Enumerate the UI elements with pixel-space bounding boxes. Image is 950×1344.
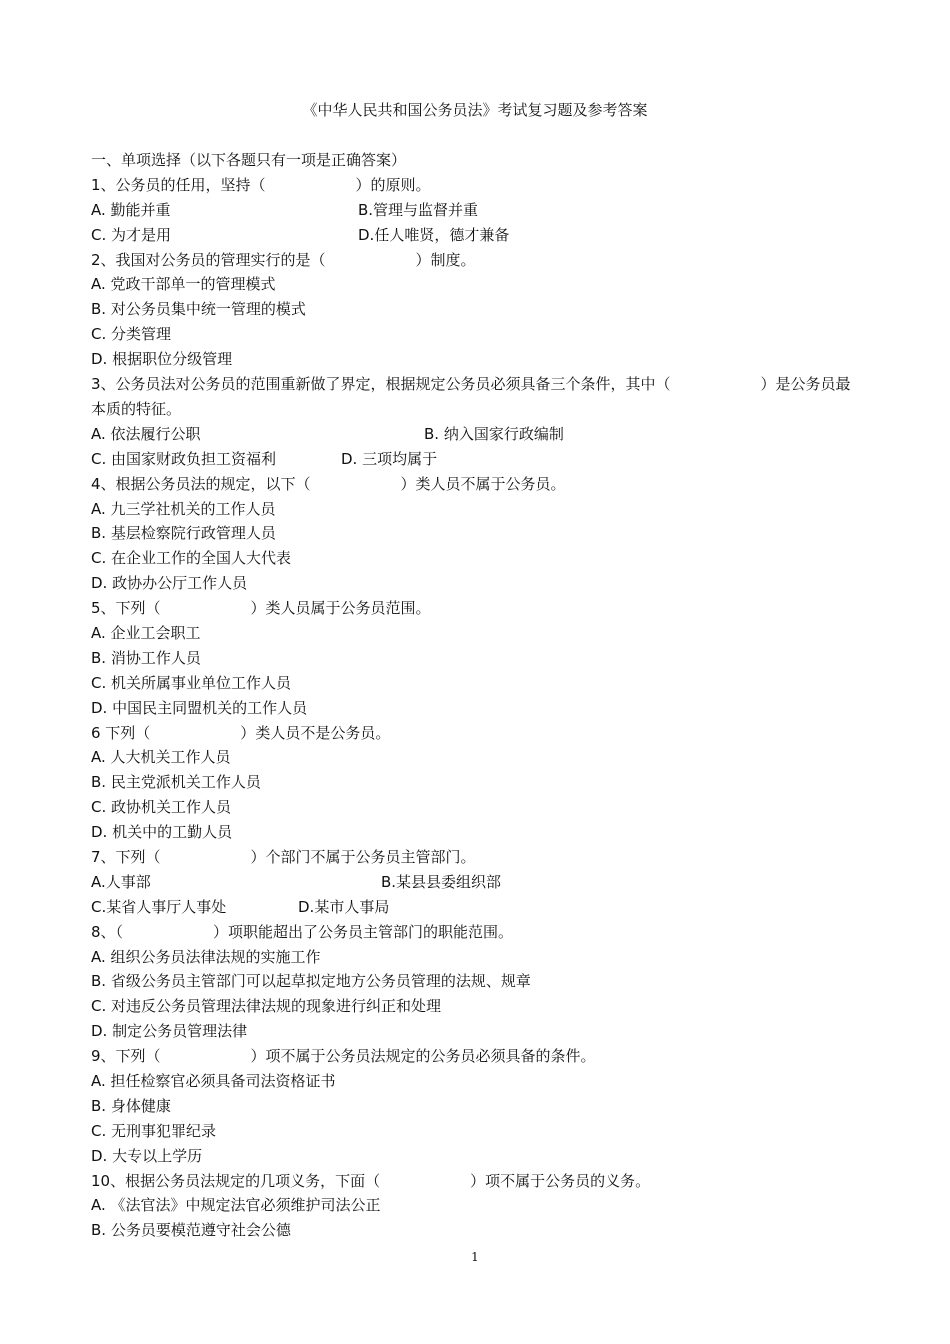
question-1-options-row-2 [91, 223, 861, 248]
question-5-stem: 5、下列（ ）类人员属于公务员范围。 [91, 599, 431, 618]
question-6-option-c: C. 政协机关工作人员 [91, 798, 232, 817]
question-9-option-c: C. 无刑事犯罪纪录 [91, 1121, 217, 1140]
question-1-option-a: A. 勤能并重 [91, 200, 171, 219]
question-4-option-d: D. 政协办公厅工作人员 [91, 574, 248, 593]
question-8-stem: 8、（ ）项职能超出了公务员主管部门的职能范围。 [91, 922, 514, 941]
question-5-option-b: B. 消协工作人员 [91, 648, 201, 667]
question-9-stem: 9、下列（ ）项不属于公务员法规定的公务员必须具备的条件。 [91, 1047, 596, 1066]
question-3-option-d: D. 三项均属于 [341, 449, 438, 468]
question-6-option-d: D. 机关中的工勤人员 [91, 823, 233, 842]
question-2-stem: 2、我国对公务员的管理实行的是（ ）制度。 [91, 250, 476, 269]
question-3-option-b: B. 纳入国家行政编制 [424, 424, 564, 443]
question-2-option-c: C. 分类管理 [91, 325, 172, 344]
question-4-option-a: A. 九三学社机关的工作人员 [91, 499, 276, 518]
document-title: 《中华人民共和国公务员法》考试复习题及参考答案 [302, 101, 648, 119]
question-6-stem: 6 下列（ ）类人员不是公务员。 [91, 723, 391, 742]
question-9-option-b: B. 身体健康 [91, 1096, 171, 1115]
question-5-option-d: D. 中国民主同盟机关的工作人员 [91, 698, 308, 717]
question-2-option-b: B. 对公务员集中统一管理的模式 [91, 300, 306, 319]
question-7-options-row-2 [91, 895, 861, 920]
question-1-option-b: B.管理与监督并重 [358, 200, 479, 219]
question-4-stem: 4、根据公务员法的规定，以下（ ）类人员不属于公务员。 [91, 474, 566, 493]
question-9-option-d: D. 大专以上学历 [91, 1146, 203, 1165]
question-3-option-c: C. 由国家财政负担工资福利 [91, 449, 277, 468]
question-3-options-row-2 [91, 447, 861, 472]
question-8-option-a: A. 组织公务员法律法规的实施工作 [91, 947, 321, 966]
section-heading: 一、单项选择（以下各题只有一项是正确答案） [91, 151, 407, 169]
question-4-option-b: B. 基层检察院行政管理人员 [91, 524, 276, 543]
question-list [91, 148, 861, 1243]
question-3-stem: 3、公务员法对公务员的范围重新做了界定，根据规定公务员必须具备三个条件，其中（ ）是公务员最本质的特征。 [91, 375, 851, 418]
question-7-options-row-1 [91, 870, 861, 895]
question-8-option-c: C. 对违反公务员管理法律法规的现象进行纠正和处理 [91, 997, 442, 1016]
question-10-stem: 10、根据公务员法规定的几项义务，下面（ ）项不属于公务员的义务。 [91, 1171, 651, 1190]
question-1-option-d: D.任人唯贤，德才兼备 [358, 225, 510, 244]
question-1-option-c: C. 为才是用 [91, 225, 172, 244]
question-7-option-c: C.某省人事厅人事处 [91, 897, 227, 916]
question-2-option-d: D. 根据职位分级管理 [91, 350, 233, 369]
question-8-option-b: B. 省级公务员主管部门可以起草拟定地方公务员管理的法规、规章 [91, 972, 531, 991]
question-7-stem: 7、下列（ ）个部门不属于公务员主管部门。 [91, 847, 476, 866]
question-7-option-b: B.某县县委组织部 [381, 872, 502, 891]
question-9-option-a: A. 担任检察官必须具备司法资格证书 [91, 1071, 336, 1090]
question-6-option-b: B. 民主党派机关工作人员 [91, 773, 261, 792]
question-1-options-row-1 [91, 198, 861, 223]
question-4-option-c: C. 在企业工作的全国人大代表 [91, 549, 292, 568]
question-8-option-d: D. 制定公务员管理法律 [91, 1022, 248, 1041]
question-3-option-a: A. 依法履行公职 [91, 424, 201, 443]
question-10-option-b: B. 公务员要模范遵守社会公德 [91, 1221, 291, 1240]
page-number: 1 [471, 1250, 479, 1264]
question-3-options-row-1 [91, 422, 861, 447]
question-2-option-a: A. 党政干部单一的管理模式 [91, 275, 276, 294]
question-6-option-a: A. 人大机关工作人员 [91, 748, 231, 767]
question-7-option-a: A.人事部 [91, 872, 151, 891]
question-5-option-a: A. 企业工会职工 [91, 623, 201, 642]
question-5-option-c: C. 机关所属事业单位工作人员 [91, 673, 292, 692]
question-7-option-d: D.某市人事局 [298, 897, 390, 916]
question-1-stem: 1、公务员的任用，坚持（ ）的原则。 [91, 175, 431, 194]
question-10-option-a: A. 《法官法》中规定法官必须维护司法公正 [91, 1196, 381, 1215]
